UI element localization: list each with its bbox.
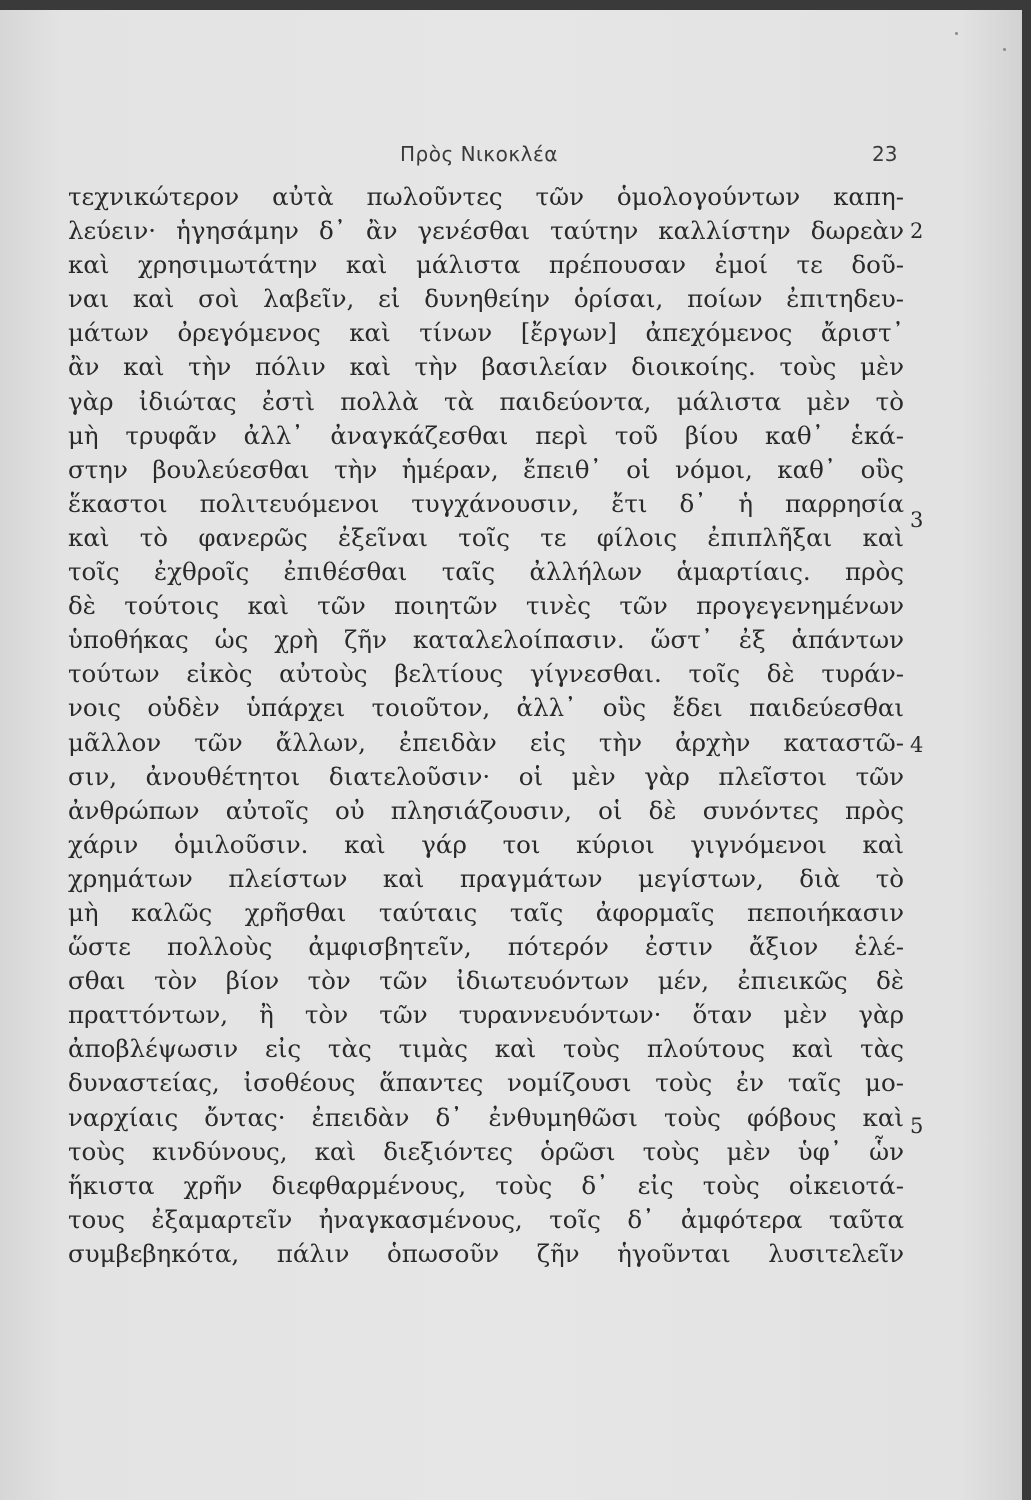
section-number: 2 [910, 219, 924, 244]
text-line: χάριν ὁμιλοῦσιν. καὶ γάρ τοι κύριοι γιγνόμενοι καὶ [68, 829, 904, 859]
text-line: σιν, ἀνουθέτητοι διατελοῦσιν· οἱ μὲν γὰρ πλεῖστοι τῶν [68, 761, 904, 791]
page-number: 23 [872, 142, 898, 166]
book-page [0, 10, 1022, 1500]
text-line: στην βουλεύεσθαι τὴν ἡμέραν, ἔπειθ᾽ οἱ νόμοι, καθ᾽ οὓς [68, 454, 904, 484]
paper-speck [1003, 48, 1006, 51]
text-line: χρημάτων πλείστων καὶ πραγμάτων μεγίστων, διὰ τὸ [68, 863, 904, 893]
text-line: ἀποβλέψωσιν εἰς τὰς τιμὰς καὶ τοὺς πλούτους καὶ τὰς [68, 1034, 904, 1064]
text-line: δὲ τούτοις καὶ τῶν ποιητῶν τινὲς τῶν προγεγενημένων [68, 591, 904, 621]
paper-speck [955, 32, 958, 35]
running-head: Πρὸς Νικοκλέα [400, 142, 558, 166]
text-line: τοῖς ἐχθροῖς ἐπιθέσθαι ταῖς ἀλλήλων ἁμαρτίαις. πρὸς [68, 557, 904, 587]
section-number: 4 [910, 733, 924, 758]
text-line: πραττόντων, ἢ τὸν τῶν τυραννευόντων· ὅταν μὲν γὰρ [68, 1000, 904, 1030]
text-line: σθαι τὸν βίον τὸν τῶν ἰδιωτευόντων μέν, ἐπιεικῶς δὲ [68, 966, 904, 996]
text-line: γὰρ ἰδιώτας ἐστὶ πολλὰ τὰ παιδεύοντα, μάλιστα μὲν τὸ [68, 386, 904, 416]
text-line: μᾶλλον τῶν ἄλλων, ἐπειδὰν εἰς τὴν ἀρχὴν καταστῶ- [68, 727, 904, 757]
text-line: μὴ καλῶς χρῆσθαι ταύταις ταῖς ἀφορμαῖς πεποιήκασιν [68, 897, 904, 927]
body-text [68, 180, 904, 1271]
text-line: μάτων ὀρεγόμενος καὶ τίνων [ἔργων] ἀπεχόμενος ἄριστ᾽ [68, 318, 904, 348]
text-line: ναρχίαις ὄντας· ἐπειδὰν δ᾽ ἐνθυμηθῶσι τοὺς φόβους καὶ [68, 1102, 904, 1132]
section-number: 3 [910, 507, 924, 532]
text-line: δυναστείας, ἰσοθέους ἅπαντες νομίζουσι τοὺς ἐν ταῖς μο- [68, 1068, 904, 1098]
text-line: καὶ χρησιμωτάτην καὶ μάλιστα πρέπουσαν ἐμοί τε δοῦ- [68, 250, 904, 280]
text-line: ἀνθρώπων αὐτοῖς οὐ πλησιάζουσιν, οἱ δὲ συνόντες πρὸς [68, 795, 904, 825]
text-line: νοις οὐδὲν ὑπάρχει τοιοῦτον, ἀλλ᾽ οὓς ἔδει παιδεύεσθαι [68, 693, 904, 723]
text-line: καὶ τὸ φανερῶς ἐξεῖναι τοῖς τε φίλοις ἐπιπλῆξαι καὶ [68, 522, 904, 552]
text-line: τους ἐξαμαρτεῖν ἠναγκασμένους, τοῖς δ᾽ ἀμφότερα ταῦτα [68, 1204, 904, 1234]
section-number: 5 [910, 1114, 924, 1139]
text-line: ὥστε πολλοὺς ἀμφισβητεῖν, πότερόν ἐστιν ἄξιον ἑλέ- [68, 932, 904, 962]
text-line: ἂν καὶ τὴν πόλιν καὶ τὴν βασιλείαν διοικοίης. τοὺς μὲν [68, 352, 904, 382]
text-line: τεχνικώτερον αὐτὰ πωλοῦντες τῶν ὁμολογούντων καπη- [68, 182, 904, 211]
text-line: ἥκιστα χρῆν διεφθαρμένους, τοὺς δ᾽ εἰς τοὺς οἰκειοτά- [68, 1170, 904, 1200]
text-line: συμβεβηκότα, πάλιν ὁπωσοῦν ζῆν ἡγοῦνται λυσιτελεῖν [68, 1238, 904, 1268]
text-line: μὴ τρυφᾶν ἀλλ᾽ ἀναγκάζεσθαι περὶ τοῦ βίου καθ᾽ ἑκά- [68, 420, 904, 450]
text-line: τούτων εἰκὸς αὐτοὺς βελτίους γίγνεσθαι. τοῖς δὲ τυράν- [68, 659, 904, 689]
text-line: τοὺς κινδύνους, καὶ διεξιόντες ὁρῶσι τοὺς μὲν ὑφ᾽ ὧν [68, 1136, 904, 1166]
text-line: ναι καὶ σοὶ λαβεῖν, εἰ δυνηθείην ὁρίσαι, ποίων ἐπιτηδευ- [68, 284, 904, 314]
text-line: λεύειν· ἡγησάμην δ᾽ ἂν γενέσθαι ταύτην καλλίστην δωρεὰν [68, 216, 904, 246]
page-header [0, 130, 1022, 170]
text-line: ἕκαστοι πολιτευόμενοι τυγχάνουσιν, ἔτι δ᾽ ἡ παρρησία [68, 488, 904, 518]
text-line: ὑποθήκας ὡς χρὴ ζῆν καταλελοίπασιν. ὥστ᾽ ἐξ ἁπάντων [68, 625, 904, 655]
